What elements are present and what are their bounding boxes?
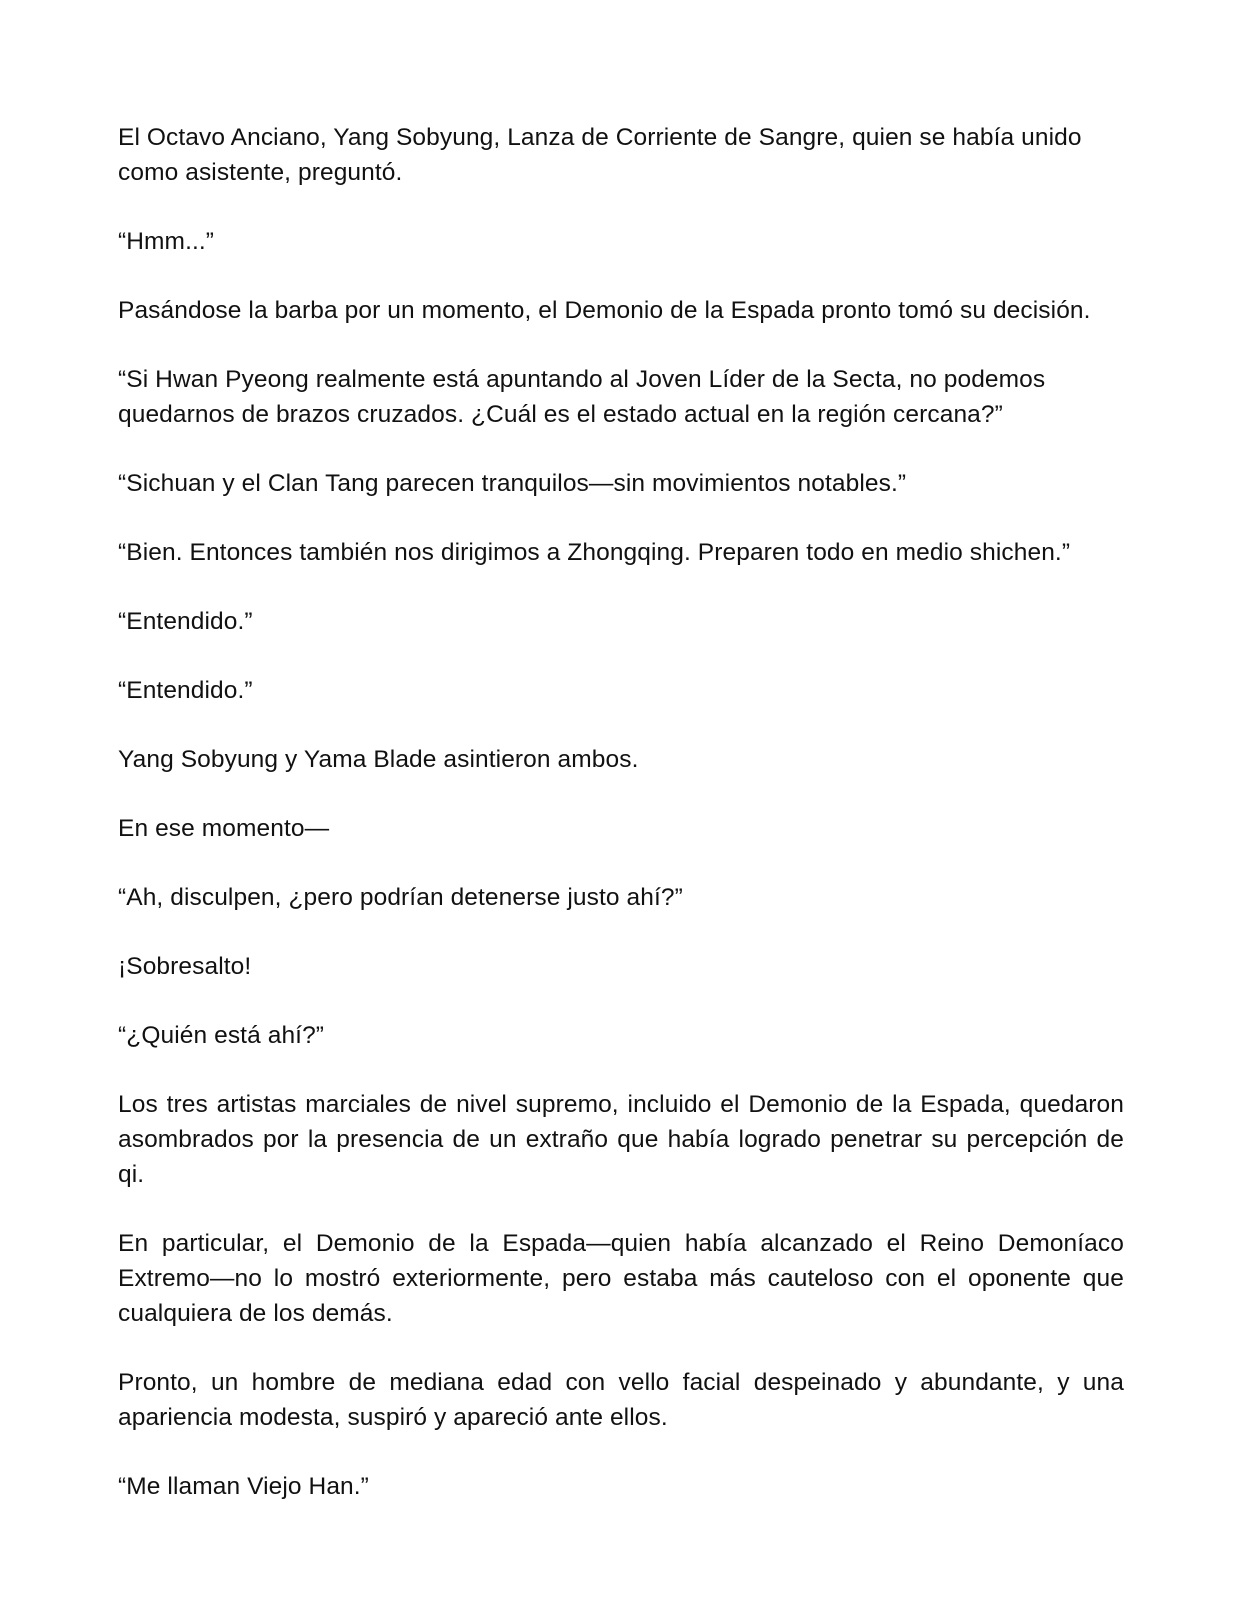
paragraph: “Si Hwan Pyeong realmente está apuntando al Joven Líder de la Secta, no podemos quedarnos de brazos cruzados. ¿Cuál es el estado actual en la región cercana?” bbox=[118, 366, 1046, 428]
paragraph: “Entendido.” bbox=[118, 677, 253, 704]
paragraph: Yang Sobyung y Yama Blade asintieron ambos. bbox=[118, 746, 639, 773]
text-body bbox=[118, 120, 1124, 1538]
paragraph: “¿Quién está ahí?” bbox=[118, 1022, 325, 1049]
paragraph: “Bien. Entonces también nos dirigimos a Zhongqing. Preparen todo en medio shichen.” bbox=[118, 539, 1071, 566]
paragraph: ¡Sobresalto! bbox=[118, 953, 252, 980]
paragraph: “Ah, disculpen, ¿pero podrían detenerse justo ahí?” bbox=[118, 884, 683, 911]
paragraph: Los tres artistas marciales de nivel supremo, incluido el Demonio de la Espada, quedaron asombrados por la presencia de un extraño que había logrado penetrar su percepción de qi. bbox=[118, 1091, 1124, 1188]
paragraph: “Sichuan y el Clan Tang parecen tranquilos—sin movimientos notables.” bbox=[118, 470, 907, 497]
paragraph: En particular, el Demonio de la Espada—quien había alcanzado el Reino Demoníaco Extremo—no lo mostró exteriormente, pero estaba más cauteloso con el oponente que cualquiera de los demás. bbox=[118, 1230, 1124, 1327]
paragraph: “Entendido.” bbox=[118, 608, 253, 635]
paragraph: “Hmm...” bbox=[118, 228, 215, 255]
paragraph: En ese momento— bbox=[118, 815, 330, 842]
paragraph: Pronto, un hombre de mediana edad con vello facial despeinado y abundante, y una apariencia modesta, suspiró y apareció ante ellos. bbox=[118, 1369, 1124, 1431]
paragraph: El Octavo Anciano, Yang Sobyung, Lanza de Corriente de Sangre, quien se había unido como asistente, preguntó. bbox=[118, 124, 1082, 186]
paragraph: Pasándose la barba por un momento, el Demonio de la Espada pronto tomó su decisión. bbox=[118, 297, 1091, 324]
paragraph: “Me llaman Viejo Han.” bbox=[118, 1473, 369, 1500]
